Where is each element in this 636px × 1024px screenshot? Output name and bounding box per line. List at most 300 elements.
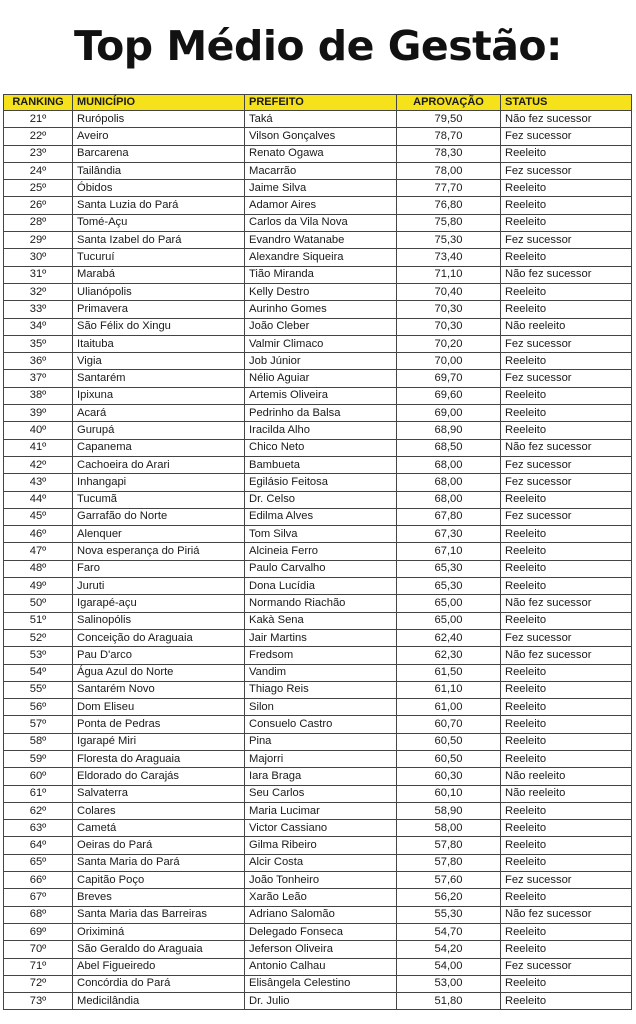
ranking-cell: 22º [4, 128, 73, 145]
ranking-cell: 59º [4, 750, 73, 767]
aprovacao-cell: 68,00 [397, 456, 501, 473]
ranking-cell: 34º [4, 318, 73, 335]
table-row [4, 456, 632, 473]
aprovacao-cell: 70,30 [397, 318, 501, 335]
prefeito-cell: Vilson Gonçalves [245, 128, 397, 145]
table-row [4, 162, 632, 179]
municipio-cell: Breves [73, 889, 245, 906]
table-row [4, 647, 632, 664]
status-cell: Fez sucessor [501, 128, 632, 145]
status-cell: Fez sucessor [501, 370, 632, 387]
status-cell: Reeleito [501, 301, 632, 318]
municipio-cell: Santarém Novo [73, 681, 245, 698]
status-cell: Reeleito [501, 716, 632, 733]
status-cell: Reeleito [501, 526, 632, 543]
status-cell: Fez sucessor [501, 162, 632, 179]
table-row [4, 180, 632, 197]
status-cell: Reeleito [501, 422, 632, 439]
table-row [4, 906, 632, 923]
status-cell: Reeleito [501, 180, 632, 197]
ranking-cell: 72º [4, 975, 73, 992]
aprovacao-cell: 57,80 [397, 854, 501, 871]
table-row [4, 854, 632, 871]
table-row [4, 941, 632, 958]
status-cell: Fez sucessor [501, 872, 632, 889]
ranking-cell: 54º [4, 664, 73, 681]
aprovacao-cell: 69,00 [397, 405, 501, 422]
prefeito-cell: Vandim [245, 664, 397, 681]
municipio-cell: Gurupá [73, 422, 245, 439]
ranking-cell: 37º [4, 370, 73, 387]
ranking-cell: 63º [4, 820, 73, 837]
aprovacao-cell: 69,60 [397, 387, 501, 404]
table-row [4, 820, 632, 837]
municipio-cell: Barcarena [73, 145, 245, 162]
aprovacao-cell: 62,40 [397, 629, 501, 646]
ranking-cell: 49º [4, 578, 73, 595]
ranking-cell: 73º [4, 993, 73, 1010]
ranking-cell: 60º [4, 768, 73, 785]
prefeito-cell: Dr. Celso [245, 491, 397, 508]
prefeito-cell: Chico Neto [245, 439, 397, 456]
table-row [4, 474, 632, 491]
aprovacao-cell: 56,20 [397, 889, 501, 906]
aprovacao-cell: 61,00 [397, 699, 501, 716]
prefeito-cell: Jaime Silva [245, 180, 397, 197]
aprovacao-cell: 70,00 [397, 353, 501, 370]
status-cell: Não reeleito [501, 318, 632, 335]
prefeito-cell: Dr. Julio [245, 993, 397, 1010]
municipio-cell: Tucumã [73, 491, 245, 508]
status-cell: Reeleito [501, 975, 632, 992]
prefeito-cell: Gilma Ribeiro [245, 837, 397, 854]
table-row [4, 923, 632, 940]
aprovacao-cell: 78,00 [397, 162, 501, 179]
prefeito-cell: Evandro Watanabe [245, 232, 397, 249]
prefeito-cell: Fredsom [245, 647, 397, 664]
ranking-cell: 43º [4, 474, 73, 491]
prefeito-cell: Macarrão [245, 162, 397, 179]
aprovacao-cell: 68,00 [397, 491, 501, 508]
table-row [4, 145, 632, 162]
aprovacao-cell: 54,70 [397, 923, 501, 940]
municipio-cell: Floresta do Araguaia [73, 750, 245, 767]
status-cell: Reeleito [501, 923, 632, 940]
prefeito-cell: Valmir Climaco [245, 335, 397, 352]
prefeito-cell: Seu Carlos [245, 785, 397, 802]
prefeito-cell: Consuelo Castro [245, 716, 397, 733]
table-row [4, 301, 632, 318]
ranking-cell: 45º [4, 508, 73, 525]
table-row [4, 335, 632, 352]
table-row [4, 197, 632, 214]
municipio-cell: São Félix do Xingu [73, 318, 245, 335]
prefeito-cell: Iara Braga [245, 768, 397, 785]
municipio-cell: Concórdia do Pará [73, 975, 245, 992]
status-cell: Não fez sucessor [501, 647, 632, 664]
municipio-cell: Cametá [73, 820, 245, 837]
ranking-cell: 67º [4, 889, 73, 906]
status-cell: Reeleito [501, 387, 632, 404]
municipio-cell: Ipixuna [73, 387, 245, 404]
status-cell: Reeleito [501, 405, 632, 422]
table-row [4, 508, 632, 525]
prefeito-cell: Nélio Aguiar [245, 370, 397, 387]
ranking-cell: 50º [4, 595, 73, 612]
table-row [4, 128, 632, 145]
table-row [4, 595, 632, 612]
municipio-cell: Salinopólis [73, 612, 245, 629]
table-row [4, 405, 632, 422]
header-aprovacao: APROVAÇÃO [397, 95, 501, 111]
status-cell: Não fez sucessor [501, 595, 632, 612]
prefeito-cell: Alcir Costa [245, 854, 397, 871]
ranking-cell: 56º [4, 699, 73, 716]
status-cell: Reeleito [501, 353, 632, 370]
aprovacao-cell: 75,80 [397, 214, 501, 231]
ranking-cell: 71º [4, 958, 73, 975]
aprovacao-cell: 69,70 [397, 370, 501, 387]
status-cell: Reeleito [501, 820, 632, 837]
ranking-cell: 35º [4, 335, 73, 352]
municipio-cell: Pau D'arco [73, 647, 245, 664]
table-row [4, 232, 632, 249]
status-cell: Reeleito [501, 854, 632, 871]
aprovacao-cell: 65,00 [397, 595, 501, 612]
table-row [4, 370, 632, 387]
aprovacao-cell: 61,50 [397, 664, 501, 681]
status-cell: Reeleito [501, 543, 632, 560]
municipio-cell: Dom Eliseu [73, 699, 245, 716]
prefeito-cell: Jair Martins [245, 629, 397, 646]
ranking-cell: 29º [4, 232, 73, 249]
prefeito-cell: Adamor Aires [245, 197, 397, 214]
status-cell: Fez sucessor [501, 232, 632, 249]
status-cell: Não reeleito [501, 768, 632, 785]
status-cell: Não fez sucessor [501, 439, 632, 456]
prefeito-cell: Taká [245, 111, 397, 128]
municipio-cell: Itaituba [73, 335, 245, 352]
municipio-cell: Garrafão do Norte [73, 508, 245, 525]
aprovacao-cell: 61,10 [397, 681, 501, 698]
aprovacao-cell: 58,00 [397, 820, 501, 837]
table-row [4, 768, 632, 785]
ranking-cell: 23º [4, 145, 73, 162]
ranking-cell: 48º [4, 560, 73, 577]
aprovacao-cell: 54,00 [397, 958, 501, 975]
municipio-cell: Juruti [73, 578, 245, 595]
status-cell: Fez sucessor [501, 508, 632, 525]
municipio-cell: Abel Figueiredo [73, 958, 245, 975]
ranking-cell: 69º [4, 923, 73, 940]
prefeito-cell: Renato Ogawa [245, 145, 397, 162]
ranking-cell: 47º [4, 543, 73, 560]
aprovacao-cell: 60,30 [397, 768, 501, 785]
prefeito-cell: Aurinho Gomes [245, 301, 397, 318]
ranking-cell: 68º [4, 906, 73, 923]
prefeito-cell: Artemis Oliveira [245, 387, 397, 404]
aprovacao-cell: 55,30 [397, 906, 501, 923]
aprovacao-cell: 67,10 [397, 543, 501, 560]
aprovacao-cell: 77,70 [397, 180, 501, 197]
status-cell: Reeleito [501, 578, 632, 595]
table-row [4, 785, 632, 802]
municipio-cell: Igarapé-açu [73, 595, 245, 612]
prefeito-cell: Silon [245, 699, 397, 716]
status-cell: Fez sucessor [501, 958, 632, 975]
status-cell: Reeleito [501, 560, 632, 577]
table-row [4, 249, 632, 266]
municipio-cell: Capanema [73, 439, 245, 456]
prefeito-cell: Paulo Carvalho [245, 560, 397, 577]
municipio-cell: Rurópolis [73, 111, 245, 128]
prefeito-cell: João Cleber [245, 318, 397, 335]
municipio-cell: Tucuruí [73, 249, 245, 266]
municipio-cell: Medicilândia [73, 993, 245, 1010]
table-row [4, 543, 632, 560]
municipio-cell: Colares [73, 802, 245, 819]
ranking-cell: 46º [4, 526, 73, 543]
header-municipio: MUNICÍPIO [73, 95, 245, 111]
table-row [4, 958, 632, 975]
aprovacao-cell: 68,90 [397, 422, 501, 439]
ranking-cell: 25º [4, 180, 73, 197]
municipio-cell: Capitão Poço [73, 872, 245, 889]
header-prefeito: PREFEITO [245, 95, 397, 111]
aprovacao-cell: 58,90 [397, 802, 501, 819]
municipio-cell: Ponta de Pedras [73, 716, 245, 733]
table-row [4, 750, 632, 767]
aprovacao-cell: 67,80 [397, 508, 501, 525]
prefeito-cell: Egilásio Feitosa [245, 474, 397, 491]
ranking-cell: 40º [4, 422, 73, 439]
prefeito-cell: Edilma Alves [245, 508, 397, 525]
aprovacao-cell: 60,50 [397, 733, 501, 750]
ranking-cell: 32º [4, 283, 73, 300]
ranking-cell: 41º [4, 439, 73, 456]
table-row [4, 578, 632, 595]
status-cell: Não reeleito [501, 785, 632, 802]
prefeito-cell: Carlos da Vila Nova [245, 214, 397, 231]
ranking-cell: 51º [4, 612, 73, 629]
ranking-cell: 36º [4, 353, 73, 370]
aprovacao-cell: 53,00 [397, 975, 501, 992]
status-cell: Fez sucessor [501, 629, 632, 646]
table-row [4, 526, 632, 543]
aprovacao-cell: 71,10 [397, 266, 501, 283]
aprovacao-cell: 79,50 [397, 111, 501, 128]
municipio-cell: Óbidos [73, 180, 245, 197]
status-cell: Reeleito [501, 993, 632, 1010]
status-cell: Reeleito [501, 145, 632, 162]
prefeito-cell: Alexandre Siqueira [245, 249, 397, 266]
aprovacao-cell: 65,00 [397, 612, 501, 629]
prefeito-cell: Job Júnior [245, 353, 397, 370]
ranking-cell: 42º [4, 456, 73, 473]
table-row [4, 993, 632, 1010]
table-row [4, 837, 632, 854]
ranking-cell: 28º [4, 214, 73, 231]
status-cell: Reeleito [501, 889, 632, 906]
prefeito-cell: Elisângela Celestino [245, 975, 397, 992]
aprovacao-cell: 78,30 [397, 145, 501, 162]
table-row [4, 560, 632, 577]
aprovacao-cell: 62,30 [397, 647, 501, 664]
table-row [4, 266, 632, 283]
status-cell: Não fez sucessor [501, 266, 632, 283]
ranking-cell: 64º [4, 837, 73, 854]
status-cell: Reeleito [501, 699, 632, 716]
ranking-table [3, 94, 632, 1010]
ranking-cell: 65º [4, 854, 73, 871]
aprovacao-cell: 51,80 [397, 993, 501, 1010]
status-cell: Não fez sucessor [501, 906, 632, 923]
ranking-cell: 52º [4, 629, 73, 646]
status-cell: Reeleito [501, 491, 632, 508]
municipio-cell: Oriximiná [73, 923, 245, 940]
prefeito-cell: Majorri [245, 750, 397, 767]
municipio-cell: Santa Izabel do Pará [73, 232, 245, 249]
page-title: Top Médio de Gestão: [74, 22, 562, 70]
prefeito-cell: Tom Silva [245, 526, 397, 543]
prefeito-cell: Alcineia Ferro [245, 543, 397, 560]
municipio-cell: Faro [73, 560, 245, 577]
header-ranking: RANKING [4, 95, 73, 111]
municipio-cell: Marabá [73, 266, 245, 283]
aprovacao-cell: 75,30 [397, 232, 501, 249]
prefeito-cell: Delegado Fonseca [245, 923, 397, 940]
aprovacao-cell: 60,70 [397, 716, 501, 733]
ranking-cell: 58º [4, 733, 73, 750]
municipio-cell: Igarapé Miri [73, 733, 245, 750]
prefeito-cell: Antonio Calhau [245, 958, 397, 975]
status-cell: Reeleito [501, 750, 632, 767]
ranking-cell: 30º [4, 249, 73, 266]
table-row [4, 975, 632, 992]
municipio-cell: Alenquer [73, 526, 245, 543]
aprovacao-cell: 78,70 [397, 128, 501, 145]
municipio-cell: Salvaterra [73, 785, 245, 802]
table-row [4, 422, 632, 439]
ranking-cell: 24º [4, 162, 73, 179]
aprovacao-cell: 54,20 [397, 941, 501, 958]
aprovacao-cell: 76,80 [397, 197, 501, 214]
ranking-cell: 55º [4, 681, 73, 698]
table-header-row [4, 95, 632, 111]
prefeito-cell: Jeferson Oliveira [245, 941, 397, 958]
municipio-cell: Eldorado do Carajás [73, 768, 245, 785]
table-row [4, 716, 632, 733]
aprovacao-cell: 70,40 [397, 283, 501, 300]
ranking-cell: 44º [4, 491, 73, 508]
aprovacao-cell: 57,60 [397, 872, 501, 889]
status-cell: Reeleito [501, 837, 632, 854]
municipio-cell: Água Azul do Norte [73, 664, 245, 681]
status-cell: Reeleito [501, 249, 632, 266]
table-row [4, 872, 632, 889]
aprovacao-cell: 70,20 [397, 335, 501, 352]
table-row [4, 283, 632, 300]
municipio-cell: Santarém [73, 370, 245, 387]
table-row [4, 318, 632, 335]
status-cell: Reeleito [501, 214, 632, 231]
table-row [4, 699, 632, 716]
table-row [4, 111, 632, 128]
prefeito-cell: Thiago Reis [245, 681, 397, 698]
table-row [4, 889, 632, 906]
prefeito-cell: Iracilda Alho [245, 422, 397, 439]
municipio-cell: Inhangapi [73, 474, 245, 491]
municipio-cell: Ulianópolis [73, 283, 245, 300]
table-row [4, 681, 632, 698]
ranking-cell: 62º [4, 802, 73, 819]
prefeito-cell: Kakà Sena [245, 612, 397, 629]
header-status: STATUS [501, 95, 632, 111]
prefeito-cell: Adriano Salomão [245, 906, 397, 923]
table-row [4, 439, 632, 456]
table-row [4, 353, 632, 370]
aprovacao-cell: 65,30 [397, 560, 501, 577]
status-cell: Reeleito [501, 941, 632, 958]
prefeito-cell: Bambueta [245, 456, 397, 473]
municipio-cell: Cachoeira do Arari [73, 456, 245, 473]
prefeito-cell: Victor Cassiano [245, 820, 397, 837]
ranking-cell: 39º [4, 405, 73, 422]
status-cell: Reeleito [501, 733, 632, 750]
ranking-cell: 31º [4, 266, 73, 283]
status-cell: Reeleito [501, 681, 632, 698]
status-cell: Reeleito [501, 802, 632, 819]
aprovacao-cell: 65,30 [397, 578, 501, 595]
prefeito-cell: Dona Lucídia [245, 578, 397, 595]
aprovacao-cell: 67,30 [397, 526, 501, 543]
status-cell: Reeleito [501, 612, 632, 629]
aprovacao-cell: 73,40 [397, 249, 501, 266]
status-cell: Reeleito [501, 283, 632, 300]
municipio-cell: Santa Maria do Pará [73, 854, 245, 871]
ranking-cell: 70º [4, 941, 73, 958]
municipio-cell: Santa Maria das Barreiras [73, 906, 245, 923]
aprovacao-cell: 70,30 [397, 301, 501, 318]
municipio-cell: Santa Luzia do Pará [73, 197, 245, 214]
status-cell: Fez sucessor [501, 474, 632, 491]
prefeito-cell: Tião Miranda [245, 266, 397, 283]
ranking-cell: 66º [4, 872, 73, 889]
table-row [4, 612, 632, 629]
table-row [4, 664, 632, 681]
municipio-cell: Tailândia [73, 162, 245, 179]
table-row [4, 387, 632, 404]
table-row [4, 214, 632, 231]
municipio-cell: Tomé-Açu [73, 214, 245, 231]
prefeito-cell: João Tonheiro [245, 872, 397, 889]
ranking-cell: 53º [4, 647, 73, 664]
ranking-cell: 33º [4, 301, 73, 318]
status-cell: Reeleito [501, 197, 632, 214]
ranking-cell: 21º [4, 111, 73, 128]
table-row [4, 629, 632, 646]
status-cell: Não fez sucessor [501, 111, 632, 128]
prefeito-cell: Kelly Destro [245, 283, 397, 300]
aprovacao-cell: 68,50 [397, 439, 501, 456]
ranking-cell: 38º [4, 387, 73, 404]
municipio-cell: Aveiro [73, 128, 245, 145]
table-row [4, 491, 632, 508]
municipio-cell: Oeiras do Pará [73, 837, 245, 854]
status-cell: Fez sucessor [501, 335, 632, 352]
ranking-cell: 26º [4, 197, 73, 214]
ranking-cell: 57º [4, 716, 73, 733]
